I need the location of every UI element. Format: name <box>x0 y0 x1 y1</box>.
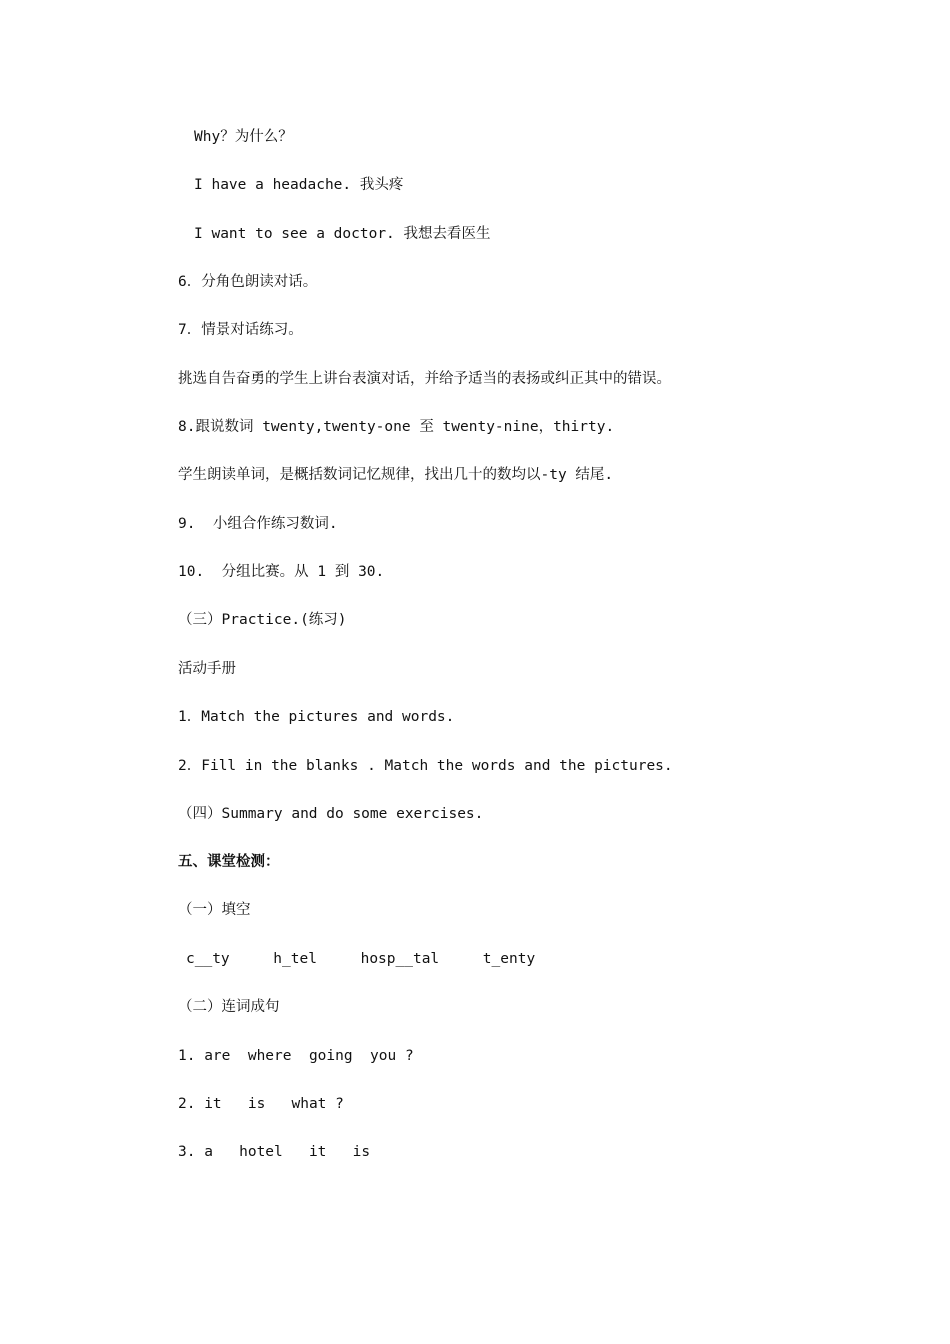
step-7-description: 挑选自告奋勇的学生上讲台表演对话，并给予适当的表扬或纠正其中的错误。 <box>178 371 671 387</box>
step-6: 6．分角色朗读对话。 <box>178 274 318 290</box>
sentence-order-item-3: 3. a hotel it is <box>178 1144 371 1160</box>
fill-blank-heading: （一）填空 <box>178 902 251 918</box>
step-10: 10. 分组比赛。从 1 到 30. <box>178 564 385 580</box>
dialogue-line-why: Why？为什么？ <box>194 129 293 145</box>
activity-book-label: 活动手册 <box>178 661 236 677</box>
classroom-test-heading: 五、课堂检测： <box>178 854 280 870</box>
dialogue-line-headache: I have a headache. 我头疼 <box>194 177 404 193</box>
dialogue-line-doctor: I want to see a doctor. 我想去看医生 <box>194 226 491 242</box>
sentence-order-heading: （二）连词成句 <box>178 999 280 1015</box>
practice-item-1: 1．Match the pictures and words. <box>178 709 455 725</box>
sentence-order-item-2: 2. it is what ? <box>178 1096 344 1112</box>
step-7: 7．情景对话练习。 <box>178 322 303 338</box>
sentence-order-item-1: 1. are where going you ? <box>178 1048 414 1064</box>
practice-item-2: 2．Fill in the blanks . Match the words and the pictures. <box>178 758 673 774</box>
step-8-description: 学生朗读单词，是概括数词记忆规律，找出几十的数均以-ty 结尾. <box>178 467 614 483</box>
fill-blank-words: c__ty h_tel hosp__tal t_enty <box>186 951 536 967</box>
step-9: 9. 小组合作练习数词. <box>178 516 338 532</box>
step-8: 8.跟说数词 twenty,twenty-one 至 twenty-nine，thirty. <box>178 419 615 435</box>
section-summary-heading: （四）Summary and do some exercises. <box>178 806 484 822</box>
section-practice-heading: （三）Practice.(练习) <box>178 612 347 628</box>
